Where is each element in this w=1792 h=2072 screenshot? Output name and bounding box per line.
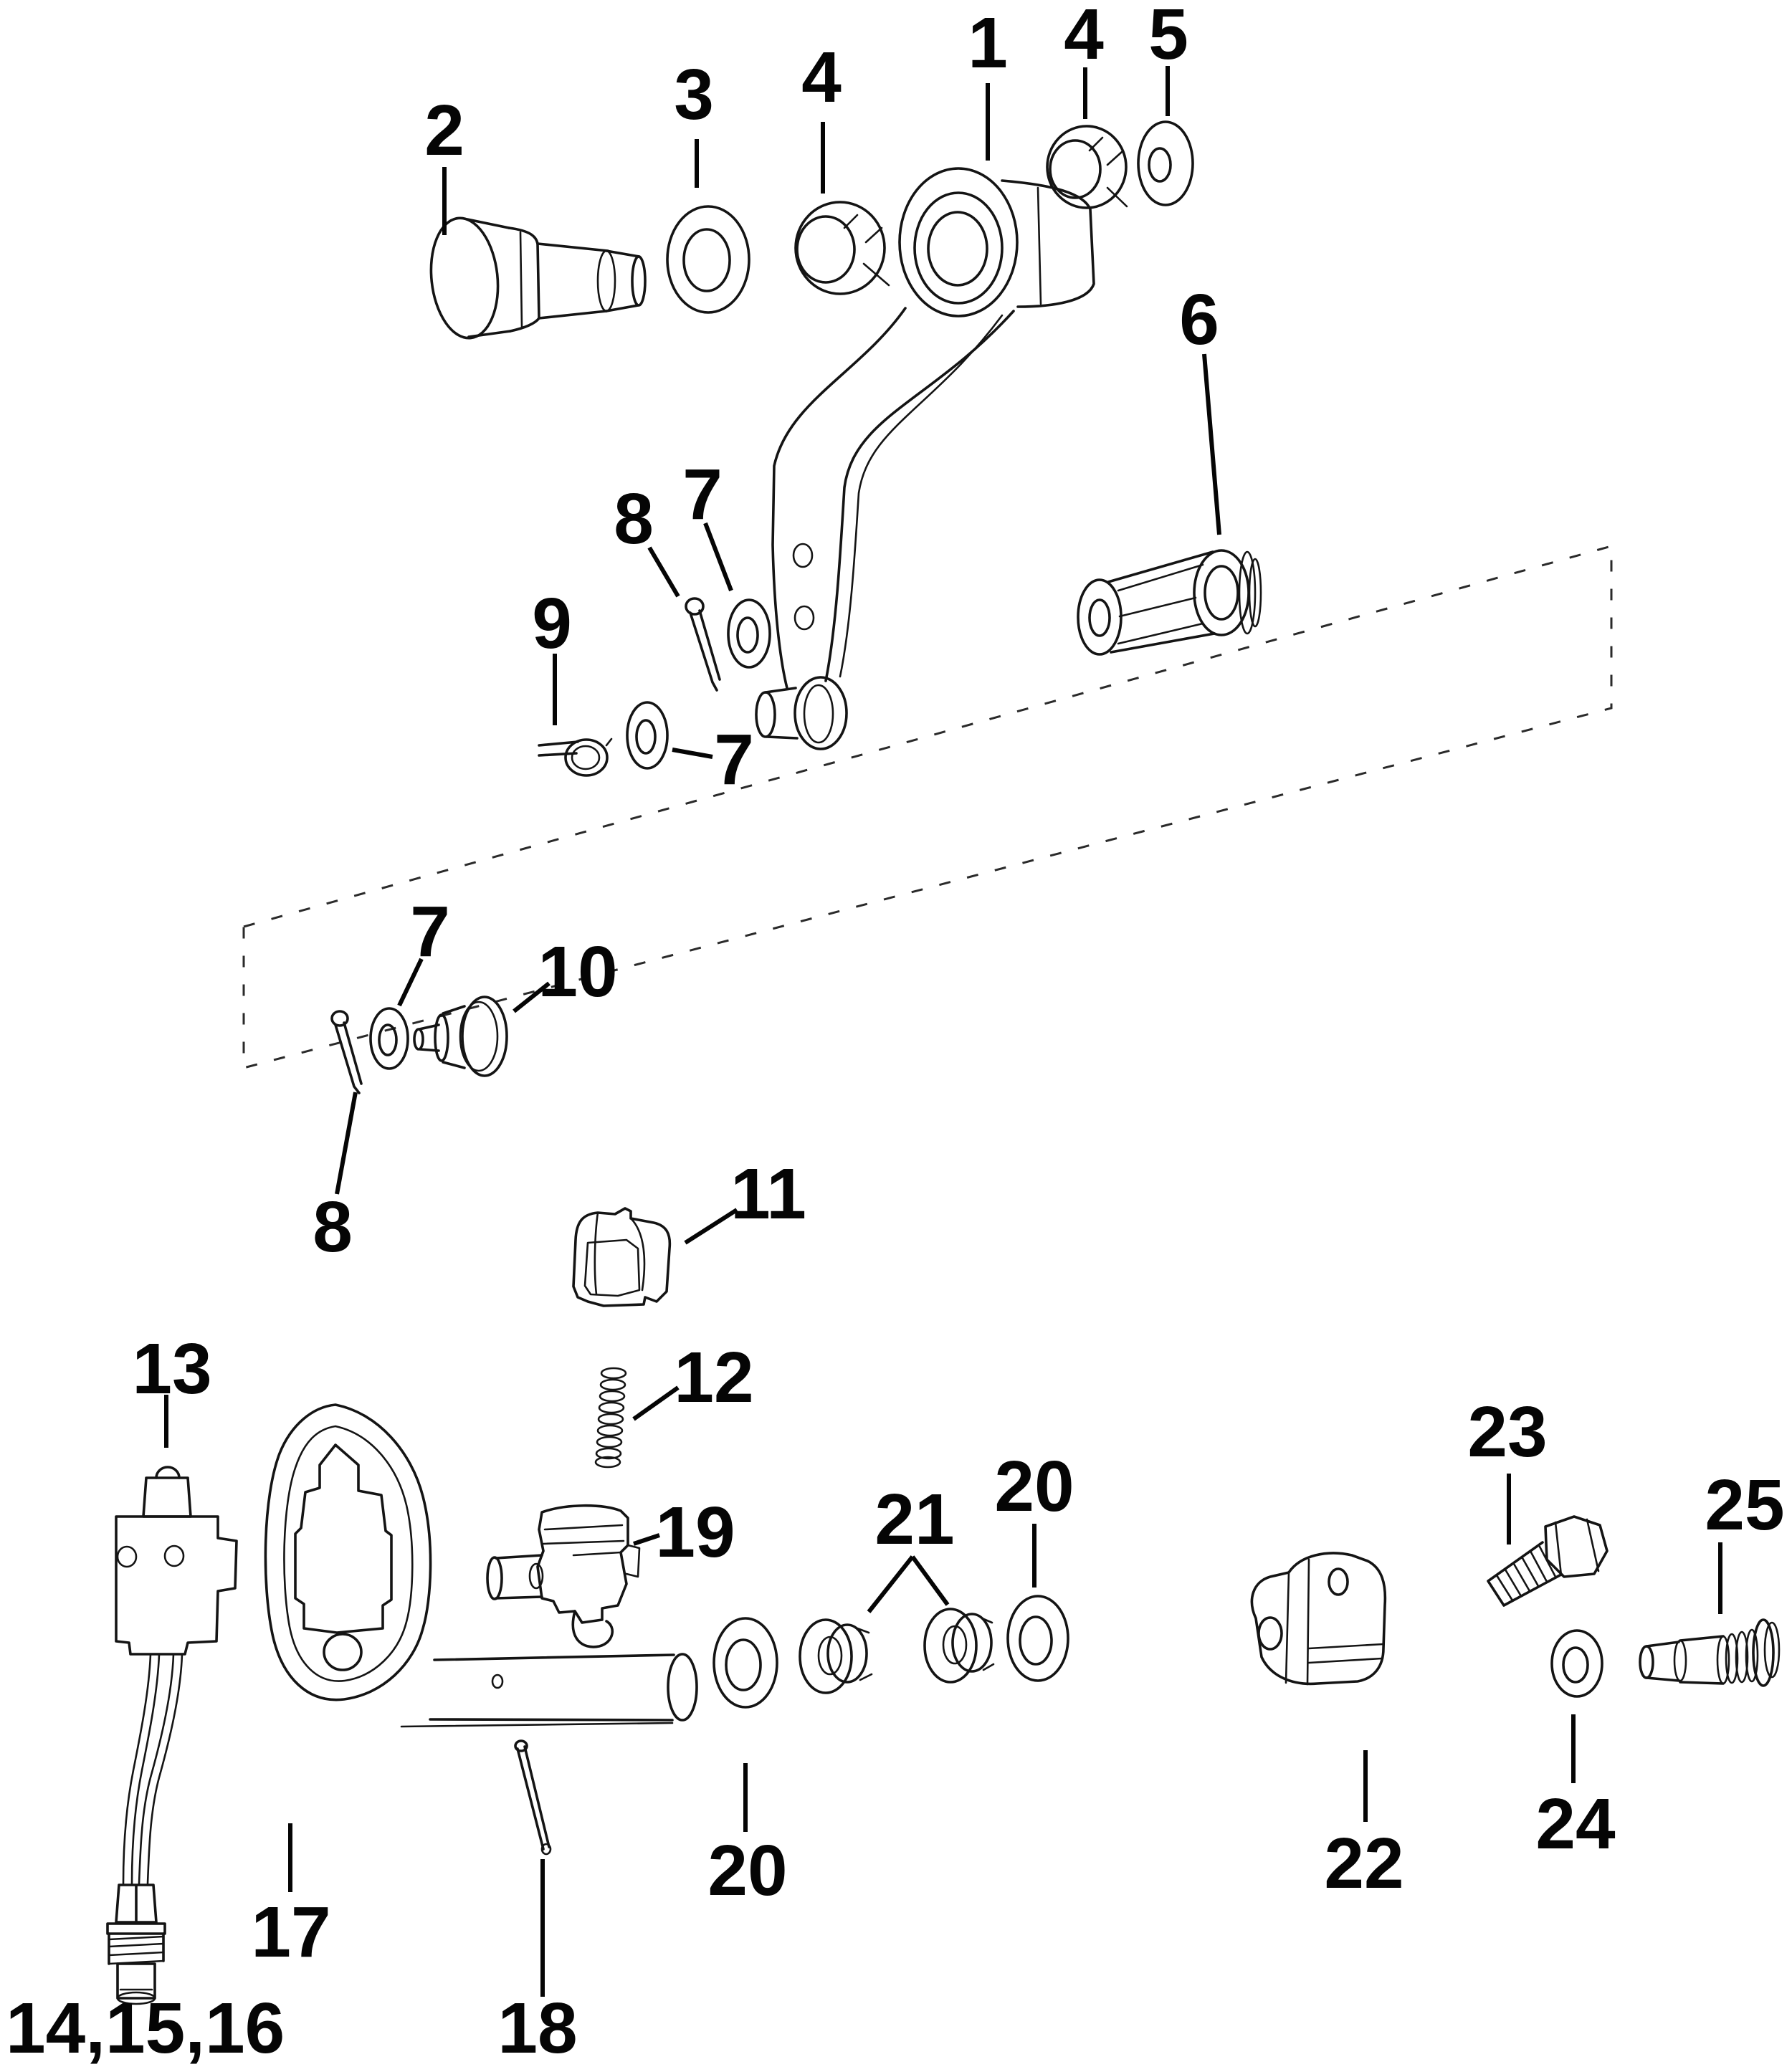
callout-label-20: 20 <box>707 1830 788 1911</box>
callout-label-1: 1 <box>968 3 1008 83</box>
callout-label-18: 18 <box>497 1988 578 2068</box>
callout-label-7: 7 <box>682 454 723 535</box>
part-21-bushing-a-drawing <box>800 1620 872 1693</box>
part-11-detent-block-drawing <box>573 1208 669 1306</box>
callout-label-4: 4 <box>1064 0 1104 75</box>
callout-layer <box>6 0 1785 2068</box>
callout-leader-11 <box>685 1210 737 1243</box>
callout-label-8: 8 <box>313 1187 353 1267</box>
part-13-switch-drawing <box>116 1467 237 1884</box>
part-8-cotter-pin-b-drawing <box>332 1011 361 1093</box>
callout-leader-21 <box>912 1557 948 1605</box>
callout-leader-6 <box>1204 354 1219 535</box>
callout-leader-8 <box>649 548 678 596</box>
part-4-retainer-b-drawing <box>1047 126 1127 208</box>
part-7-washer-c-drawing <box>371 1008 408 1069</box>
part-6-link-drawing <box>1078 550 1261 654</box>
part-8-cotter-pin-a-drawing <box>686 598 720 690</box>
callout-label-8: 8 <box>614 479 654 559</box>
callout-label-17: 17 <box>251 1892 331 1972</box>
callout-label-10: 10 <box>538 932 618 1012</box>
part-3-washer-drawing <box>667 206 749 312</box>
callout-label-19: 19 <box>655 1492 735 1572</box>
part-10-bushing-drawing <box>414 997 507 1076</box>
part-17-bracket-drawing <box>265 1405 430 1700</box>
callout-label-13: 13 <box>132 1329 212 1409</box>
part-14-15-16-connector-drawing <box>108 1885 165 2004</box>
part-12-spring-drawing <box>596 1368 626 1467</box>
callout-label-22: 22 <box>1324 1823 1404 1904</box>
callout-label-3: 3 <box>674 54 714 135</box>
part-20-washer-a-drawing <box>714 1618 777 1707</box>
part-5-washer-drawing <box>1138 122 1193 205</box>
callout-label-21: 21 <box>874 1479 955 1560</box>
part-7-washer-b-drawing <box>627 702 667 768</box>
part-19-shaft-drawing <box>401 1654 697 1727</box>
part-22-anchor-bracket-drawing <box>1252 1553 1385 1684</box>
callout-label-14,15,16: 14,15,16 <box>6 1988 285 2068</box>
part-7-washer-a-drawing <box>728 600 770 667</box>
callout-label-11: 11 <box>730 1154 806 1234</box>
part-24-washer-drawing <box>1552 1631 1602 1696</box>
part-1-lever-arm-drawing <box>756 168 1094 749</box>
part-9-clip-drawing <box>539 739 611 775</box>
callout-label-9: 9 <box>532 583 572 664</box>
part-25-screw-pin-drawing <box>1640 1620 1779 1686</box>
callout-label-12: 12 <box>674 1337 754 1418</box>
part-23-bolt-drawing <box>1488 1517 1607 1605</box>
callout-leader-7 <box>672 750 712 757</box>
callout-label-24: 24 <box>1535 1784 1616 1864</box>
callout-label-5: 5 <box>1148 0 1188 75</box>
datum-plane-dashed <box>244 546 1611 1068</box>
callout-label-2: 2 <box>424 90 464 171</box>
part-4-retainer-a-drawing <box>796 202 889 294</box>
callout-label-25: 25 <box>1705 1465 1785 1545</box>
callout-leader-21 <box>869 1557 912 1612</box>
callout-label-7: 7 <box>410 892 450 972</box>
callout-label-6: 6 <box>1179 280 1219 360</box>
part-20-washer-b-drawing <box>1008 1596 1068 1681</box>
callout-leader-8 <box>337 1092 356 1194</box>
callout-leader-12 <box>634 1388 678 1419</box>
callout-label-23: 23 <box>1467 1392 1548 1472</box>
part-21-bushing-b-drawing <box>925 1609 993 1682</box>
part-18-pin-drawing <box>515 1741 551 1854</box>
part-2-bolt-drawing <box>425 215 645 342</box>
callout-label-7: 7 <box>714 720 754 800</box>
callout-label-20: 20 <box>994 1446 1074 1527</box>
part-19-lever-assembly-drawing <box>487 1506 639 1647</box>
callout-label-4: 4 <box>801 37 842 118</box>
